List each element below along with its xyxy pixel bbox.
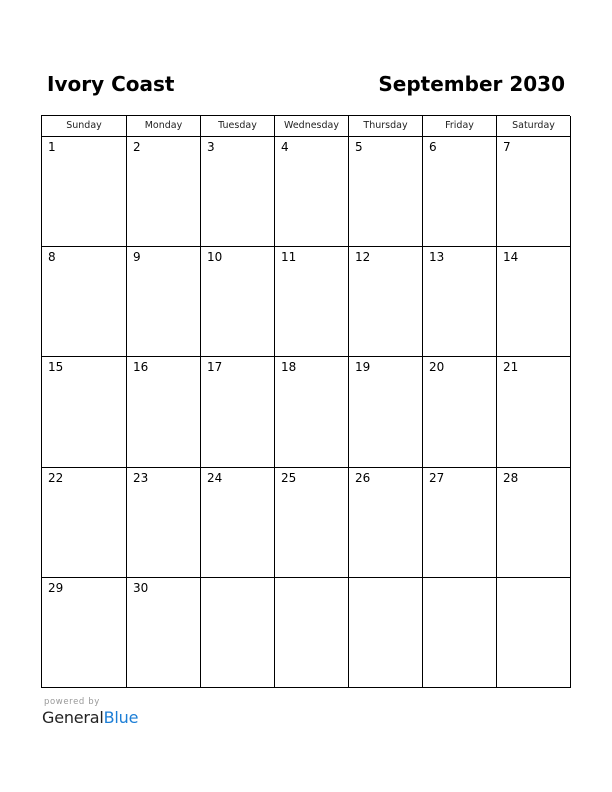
day-cell: 15: [42, 357, 127, 467]
weekday-header-thursday: Thursday: [349, 116, 423, 137]
weekday-header-wednesday: Wednesday: [275, 116, 349, 137]
day-cell-empty: [423, 578, 497, 688]
weekday-header-friday: Friday: [423, 116, 497, 137]
day-cell: 30: [127, 578, 201, 688]
day-cell-empty: [349, 578, 423, 688]
generalblue-logo: [42, 708, 138, 728]
day-cell: 27: [423, 468, 497, 578]
weekday-header-monday: Monday: [127, 116, 201, 137]
calendar-grid: [41, 115, 570, 688]
day-cell-empty: [497, 578, 571, 688]
day-cell: 8: [42, 247, 127, 357]
day-cell: 10: [201, 247, 275, 357]
day-cell: 19: [349, 357, 423, 467]
day-cell: 12: [349, 247, 423, 357]
day-cell: 14: [497, 247, 571, 357]
day-cell: 28: [497, 468, 571, 578]
day-cell: 25: [275, 468, 349, 578]
weekday-header-tuesday: Tuesday: [201, 116, 275, 137]
day-cell: 18: [275, 357, 349, 467]
day-cell: 9: [127, 247, 201, 357]
brand-general-text: General: [42, 708, 104, 727]
day-cell: 24: [201, 468, 275, 578]
day-cell: 16: [127, 357, 201, 467]
day-cell: 21: [497, 357, 571, 467]
day-cell: 3: [201, 137, 275, 247]
day-cell: 23: [127, 468, 201, 578]
day-cell: 29: [42, 578, 127, 688]
day-cell: 20: [423, 357, 497, 467]
day-cell: 1: [42, 137, 127, 247]
day-cell: 17: [201, 357, 275, 467]
day-cell: 26: [349, 468, 423, 578]
weekday-header-saturday: Saturday: [497, 116, 571, 137]
day-cell: 11: [275, 247, 349, 357]
day-cell: 5: [349, 137, 423, 247]
day-cell: 2: [127, 137, 201, 247]
powered-by-label: powered by: [44, 697, 100, 707]
day-cell: 22: [42, 468, 127, 578]
country-title: Ivory Coast: [47, 72, 175, 96]
day-cell: 4: [275, 137, 349, 247]
brand-blue-text: Blue: [103, 708, 139, 727]
footer-branding: [42, 697, 138, 728]
day-cell: 6: [423, 137, 497, 247]
day-cell: 13: [423, 247, 497, 357]
day-cell-empty: [275, 578, 349, 688]
day-cell: 7: [497, 137, 571, 247]
month-year-title: September 2030: [378, 72, 565, 96]
weekday-header-sunday: Sunday: [42, 116, 127, 137]
day-cell-empty: [201, 578, 275, 688]
